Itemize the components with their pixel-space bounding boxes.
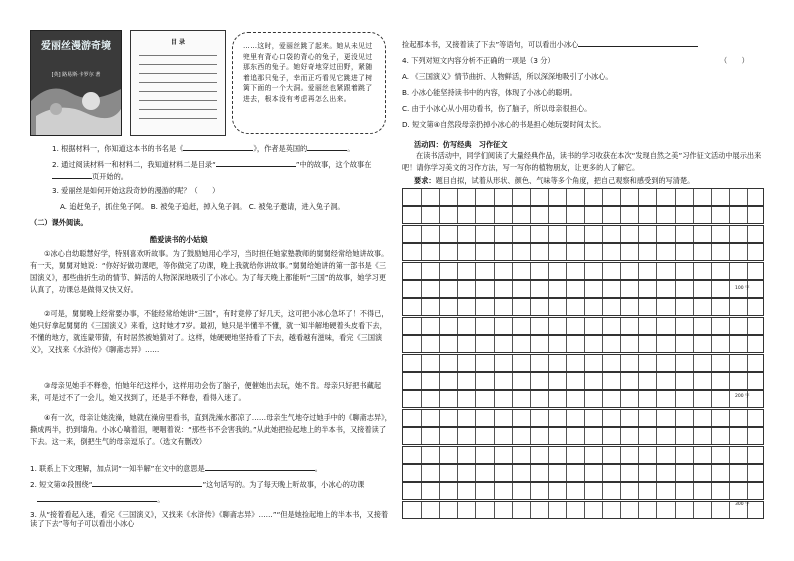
grid-row[interactable] xyxy=(402,206,764,224)
story-paragraph-2: ②可是，舅舅晚上经常要办事，不能经常给她讲“三国”，有时竟停了好几天，这可把小冰心急坏了！不得已，她只好拿起舅舅的《三国演义》来看，这时她才7岁。最初，她只是半懂半不懂，就一知半解地硬着头皮看下去，不懂的地方，就连蒙带猜，有时居然被她猜对了。这样，她硬硬地坚持看了下去，越看越有滋味，看完《三国演义》，又找来《水浒传》《聊斋志异》…… xyxy=(30,309,389,354)
grid-row[interactable] xyxy=(402,298,764,316)
grid-row[interactable] xyxy=(402,446,764,464)
grid-row[interactable] xyxy=(402,225,764,243)
word-count-300: 300 字 xyxy=(735,502,750,507)
cover-illustration xyxy=(31,31,121,135)
section-heading: （二）课外阅读。 xyxy=(30,218,88,227)
option-a: A. 《三国演义》情节曲折、人物鲜活，所以深深地吸引了小冰心。 xyxy=(402,72,613,81)
question-1: 1. 根据材料一，你知道这本书的书名是《 》，作者是英国的 。 xyxy=(52,144,355,153)
option-b: B. 小冰心能坚持读书中的内容，体现了小冰心的聪明。 xyxy=(402,88,577,97)
question-3-options: A. 追赶兔子，抓住兔子阿。 B. 被兔子追赶，掉入兔子洞。 C. 被兔子邀请，进入兔子洞。 xyxy=(60,202,345,211)
table-of-contents xyxy=(130,30,226,136)
grid-row[interactable] xyxy=(402,501,764,519)
question-4: 4. 下列对短文内容分析不正确的一项是（3 分） xyxy=(402,56,555,65)
book-cover-image xyxy=(30,30,122,136)
story-paragraph-3: ③母亲见她手不释卷，怕她年纪这样小，这样用功会伤了脑子，便催她出去玩，她不肯。母亲只好把书藏起来，可是过不了一会儿，她又找到了，还是手不释卷，看得入迷了。 xyxy=(30,381,382,402)
question-3: 3. 爱丽丝是如何开始这段奇妙的漫游的呢？（ ） xyxy=(52,186,220,195)
excerpt-box xyxy=(232,32,386,134)
grid-row[interactable] xyxy=(402,262,764,280)
option-c: C. 由于小冰心从小用功看书，伤了脑子，所以母亲很担心。 xyxy=(402,104,592,113)
word-count-200: 200 字 xyxy=(735,394,750,399)
grid-row[interactable] xyxy=(402,464,764,482)
question-2-cont: 页开始的。 xyxy=(52,170,128,181)
story-title: 酷爱读书的小姑娘 xyxy=(150,235,208,244)
reading-question-2-answer: 。 xyxy=(30,493,164,504)
right-top-line: 捡起那本书，又接着读了下去”等语句，可以看出小冰心 xyxy=(402,38,698,49)
grid-row[interactable] xyxy=(402,409,764,427)
left-column xyxy=(30,30,392,550)
word-count-100: 100 字 xyxy=(735,286,750,291)
grid-row[interactable] xyxy=(402,317,764,335)
option-d: D. 短文第④自然段母亲扔掉小冰心的书是担心她玩耍时间太长。 xyxy=(402,120,606,129)
grid-row[interactable] xyxy=(402,243,764,261)
question-4-answer-paren: （ ） xyxy=(720,56,749,65)
requirements: 要求：题目自拟，试着从形状、颜色、气味等多个角度，把自己观察和感受到的写清楚。 xyxy=(414,176,695,185)
grid-row[interactable] xyxy=(402,372,764,390)
grid-row[interactable] xyxy=(402,188,764,206)
writing-grid[interactable] xyxy=(402,188,764,520)
reading-question-2: 2. 短文第②段围绕“ ”这句话写的。为了每天晚上听故事，小冰心的功课 xyxy=(30,480,365,489)
book-cover-subtitle: [英] 路易斯·卡罗尔 著 xyxy=(51,72,101,78)
activity-description: 在读书活动中，同学们阅读了大量经典作品，读书的学习收获在本次“发现自然之美”习作征文活动中展示出来吧！请你学习美文的习作方法，写一写你的植物朋友，让更多的人了解它。 xyxy=(402,151,762,172)
story-paragraph-1: ①冰心自幼聪慧好学，特别喜欢听故事。为了鼓励她用心学习，当时担任她家塾教师的舅舅经常给她讲故事。有一天，舅舅对她说：“你好好做功课吧，等你做完了功课，晚上我就给你讲故事。”舅舅给她讲的第一部书是《三国演义》，那些曲折生动的情节、鲜活的人物深深地吸引了小冰心。为了每天晚上都能听“三国”的故事，她学习更认真了，功课总是做得又快又好。 xyxy=(30,249,389,294)
book-cover-title: 爱丽丝漫游奇境 xyxy=(41,41,111,52)
toc-heading: 目 录 xyxy=(170,39,186,46)
grid-row[interactable] xyxy=(402,354,764,372)
story-paragraph-4: ④有一次，母亲让她洗澡，她就在澡房里看书，直到洗澡水都凉了……母亲生气地夺过她手中的《聊斋志异》，撕成两半，扔到墙角。小冰心噙着泪，哽咽着说：“那些书不会害我的。”从此她把捡起地上的半本书，又接着读了下去。这一来，倒把生气的母亲逗乐了。（选文有删改） xyxy=(30,413,392,446)
grid-row[interactable] xyxy=(402,280,764,298)
question-2: 2. 通过阅读材料一和材料二，我知道材料二是目录“ ”中的故事，这个故事在 xyxy=(52,160,372,169)
grid-row[interactable] xyxy=(402,390,764,408)
reading-question-3: 3. 从“接着看起入迷，看完《三国演义》，又找来《水浒传》《聊斋志异》……”“但是她捡起地上的半本书，又接着读了下去”等句子可以看出小冰心 xyxy=(30,510,389,528)
activity-heading: 活动四：仿写经典 习作征文 xyxy=(414,140,508,149)
excerpt-text: ……这时，爱丽丝跳了起来。她从未见过兜里有背心口袋的背心的兔子，更没见过那东西的兔子。她好奇地穿过田野，紧随着追那只兔子，幸而正巧看见它跳进了树篱下面的一个大洞。爱丽丝也紧跟着跳了进去，根本没有考虑再怎么出来。 xyxy=(243,42,373,103)
grid-row[interactable] xyxy=(402,482,764,500)
grid-row[interactable] xyxy=(402,335,764,353)
reading-question-1: 1. 联系上下文理解，加点词“一知半解”在文中的意思是 。 xyxy=(30,464,322,473)
grid-row[interactable] xyxy=(402,427,764,445)
